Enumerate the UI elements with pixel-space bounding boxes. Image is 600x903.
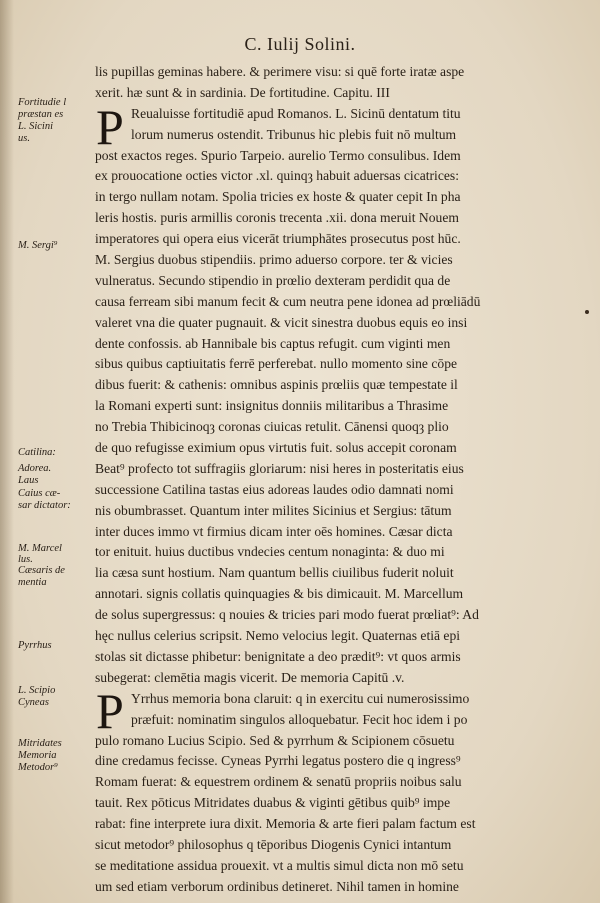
- text-line: de quo refugisse eximium opus virtutis fuit. solus accepit coronam: [95, 440, 457, 456]
- margin-note: Catilina:: [18, 447, 56, 458]
- text-line: tor enituit. huius ductibus vndecies centum nonaginta: & duo mi: [95, 544, 445, 560]
- text-line: rabat: fine interprete iura dixit. Memoria & arte fieri palam factum est: [95, 816, 476, 832]
- text-line: de solus supergressus: q nouies & tricies pari modo fuerat prœliat⁹: Ad: [95, 607, 479, 623]
- text-line: lis pupillas geminas habere. & perimere visu: si quē forte iratæ aspe: [95, 64, 465, 79]
- text-line: Romam fuerat: & equestrem ordinem & senatū propriis noibus salu: [95, 774, 462, 790]
- text-line: ex prouocatione octies victor .xl. quinqȝ habuit aduersas cicatrices:: [95, 168, 459, 184]
- margin-note: lus.: [18, 554, 33, 565]
- text-line: um sed etiam verborum ordinibus detineret. Nihil tamen in homine: [95, 878, 459, 894]
- text-line: lorum numerus ostendit. Tribunus hic plebis fuit nō multum: [131, 126, 457, 142]
- drop-cap: P: [96, 99, 124, 155]
- text-line: la Romani experti sunt: insignitus donniis militaribus a Thrasime: [95, 398, 449, 414]
- text-line: annotari. signis collatis quinquagies & bis dimicauit. M. Marcellum: [95, 586, 464, 602]
- text-line: dibus fuerit: & cathenis: omnibus aspinis prœliis quæ tempestate il: [95, 377, 458, 393]
- text-line: pulo romano Lucius Scipio. Sed & pyrrhum & Scipionem cōsuetu: [95, 732, 455, 748]
- text-line: subegerat: clemētia magis vicerit. De memoria Capitū .v.: [95, 669, 405, 685]
- text-line: sicut metodor⁹ philosophus q tēporibus Diogenis Cynici intantum: [95, 836, 452, 852]
- margin-note: Fortitudie l: [18, 97, 67, 108]
- margin-note: us.: [18, 133, 30, 144]
- running-head: C. Iulij Solini.: [244, 34, 356, 54]
- text-line: xerit. hæ sunt & in sardinia. De fortitudine. Capitu. III: [95, 84, 390, 100]
- text-line: dine credamus fecisse. Cyneas Pyrrhi legatus postero die q ingress⁹: [95, 753, 461, 769]
- text-line: successione Catilina tastas eius adoreas laudes odio damnati nomi: [95, 481, 454, 497]
- text-line: hęc nullus celerius scripsit. Nemo velocius legit. Quaternas etiā epi: [95, 628, 461, 644]
- text-line: Beat⁹ profecto tot suffragiis gloriarum: nisi heres in posteritatis eius: [95, 460, 464, 476]
- text-line: valeret vna die quater pugnauit. & vicit sinestra duobus equis eo insi: [95, 314, 468, 330]
- text-line: no Trebia Thibicinoqȝ coronas ciuicas retulit. Cānensi quoqȝ plio: [95, 419, 449, 435]
- text-line: stolas sit dictasse phibetur: benignitate a deo prædit⁹: vt quos armis: [95, 648, 461, 664]
- text-line: sibus quibus captiuitatis ferrē perferebat. nullo momento sine cōpe: [95, 356, 458, 372]
- text-line: tauit. Rex pōticus Mitridates duabus & viginti gētibus quib⁹ impe: [95, 795, 451, 811]
- margin-note: Caius cæ-: [18, 488, 61, 499]
- margin-note: præstan es: [18, 109, 64, 120]
- text-line: in tergo nullam notam. Spolia tricies ex hoste & quater cepit In pha: [95, 189, 461, 205]
- gutter-shadow: [0, 0, 14, 903]
- text-line: præfuit: nominatim singulos alloquebatur. Fecit hoc idem i po: [131, 711, 468, 727]
- text-line: imperatores qui opera eius vicerāt triumphātes prosecutus post hūc.: [95, 231, 461, 247]
- text-line: causa ferream sibi manum fecit & cum neutra pene idonea ad prœliādū: [95, 293, 481, 309]
- margin-note: L. Scipio: [18, 685, 56, 696]
- body-text: [95, 62, 585, 898]
- margin-note: Memoria: [18, 750, 57, 761]
- text-line: vulneratus. Secundo stipendio in prœlio dexteram perdidit qua de: [95, 272, 451, 288]
- text-line: post exactos reges. Spurio Tarpeio. aurelio Termo consulibus. Idem: [95, 147, 461, 163]
- margin-note: L. Sicini: [18, 121, 54, 132]
- margin-note: Adorea.: [18, 463, 52, 474]
- margin-note: Metodor⁹: [18, 762, 58, 773]
- margin-note: Pyrrhus: [18, 640, 52, 651]
- margin-note: mentia: [18, 577, 47, 588]
- drop-cap: P: [96, 683, 124, 739]
- text-line: se meditatione assidua prouexit. vt a multis simul dicta non mō setu: [95, 857, 464, 873]
- text-line: inter duces immo vt firmius dicam inter oēs homines. Cæsar dicta: [95, 523, 453, 539]
- text-line: nis obumbrasset. Quantum inter milites Sicinius et Sergius: tātum: [95, 502, 452, 518]
- margin-note: Mitridates: [18, 738, 62, 749]
- text-line: leris hostis. puris armillis coronis trecenta .xii. dona meruit Nouem: [95, 210, 459, 226]
- margin-note: sar dictator:: [18, 500, 71, 511]
- ink-speck: [585, 310, 589, 314]
- text-line: dente confossis. ab Hannibale bis captus refugit. cum viginti men: [95, 335, 451, 351]
- margin-note: M. Marcel: [18, 543, 62, 554]
- text-line: M. Sergius duobus stipendiis. primo aduerso corpore. ter & vicies: [95, 252, 453, 268]
- margin-note: Cæsaris de: [18, 565, 65, 576]
- margin-note: Laus: [18, 475, 39, 486]
- margin-note: M. Sergi⁹: [18, 240, 58, 251]
- text-line: Yrrhus memoria bona claruit: q in exercitu cui numerosissimo: [131, 690, 470, 706]
- text-line: lia cæsa sunt hostium. Nam quantum bellis ciuilibus fuderit noluit: [95, 565, 454, 581]
- text-line: Reualuisse fortitudiē apud Romanos. L. Sicinū dentatum titu: [131, 105, 461, 121]
- margin-note: Cyneas: [18, 697, 49, 708]
